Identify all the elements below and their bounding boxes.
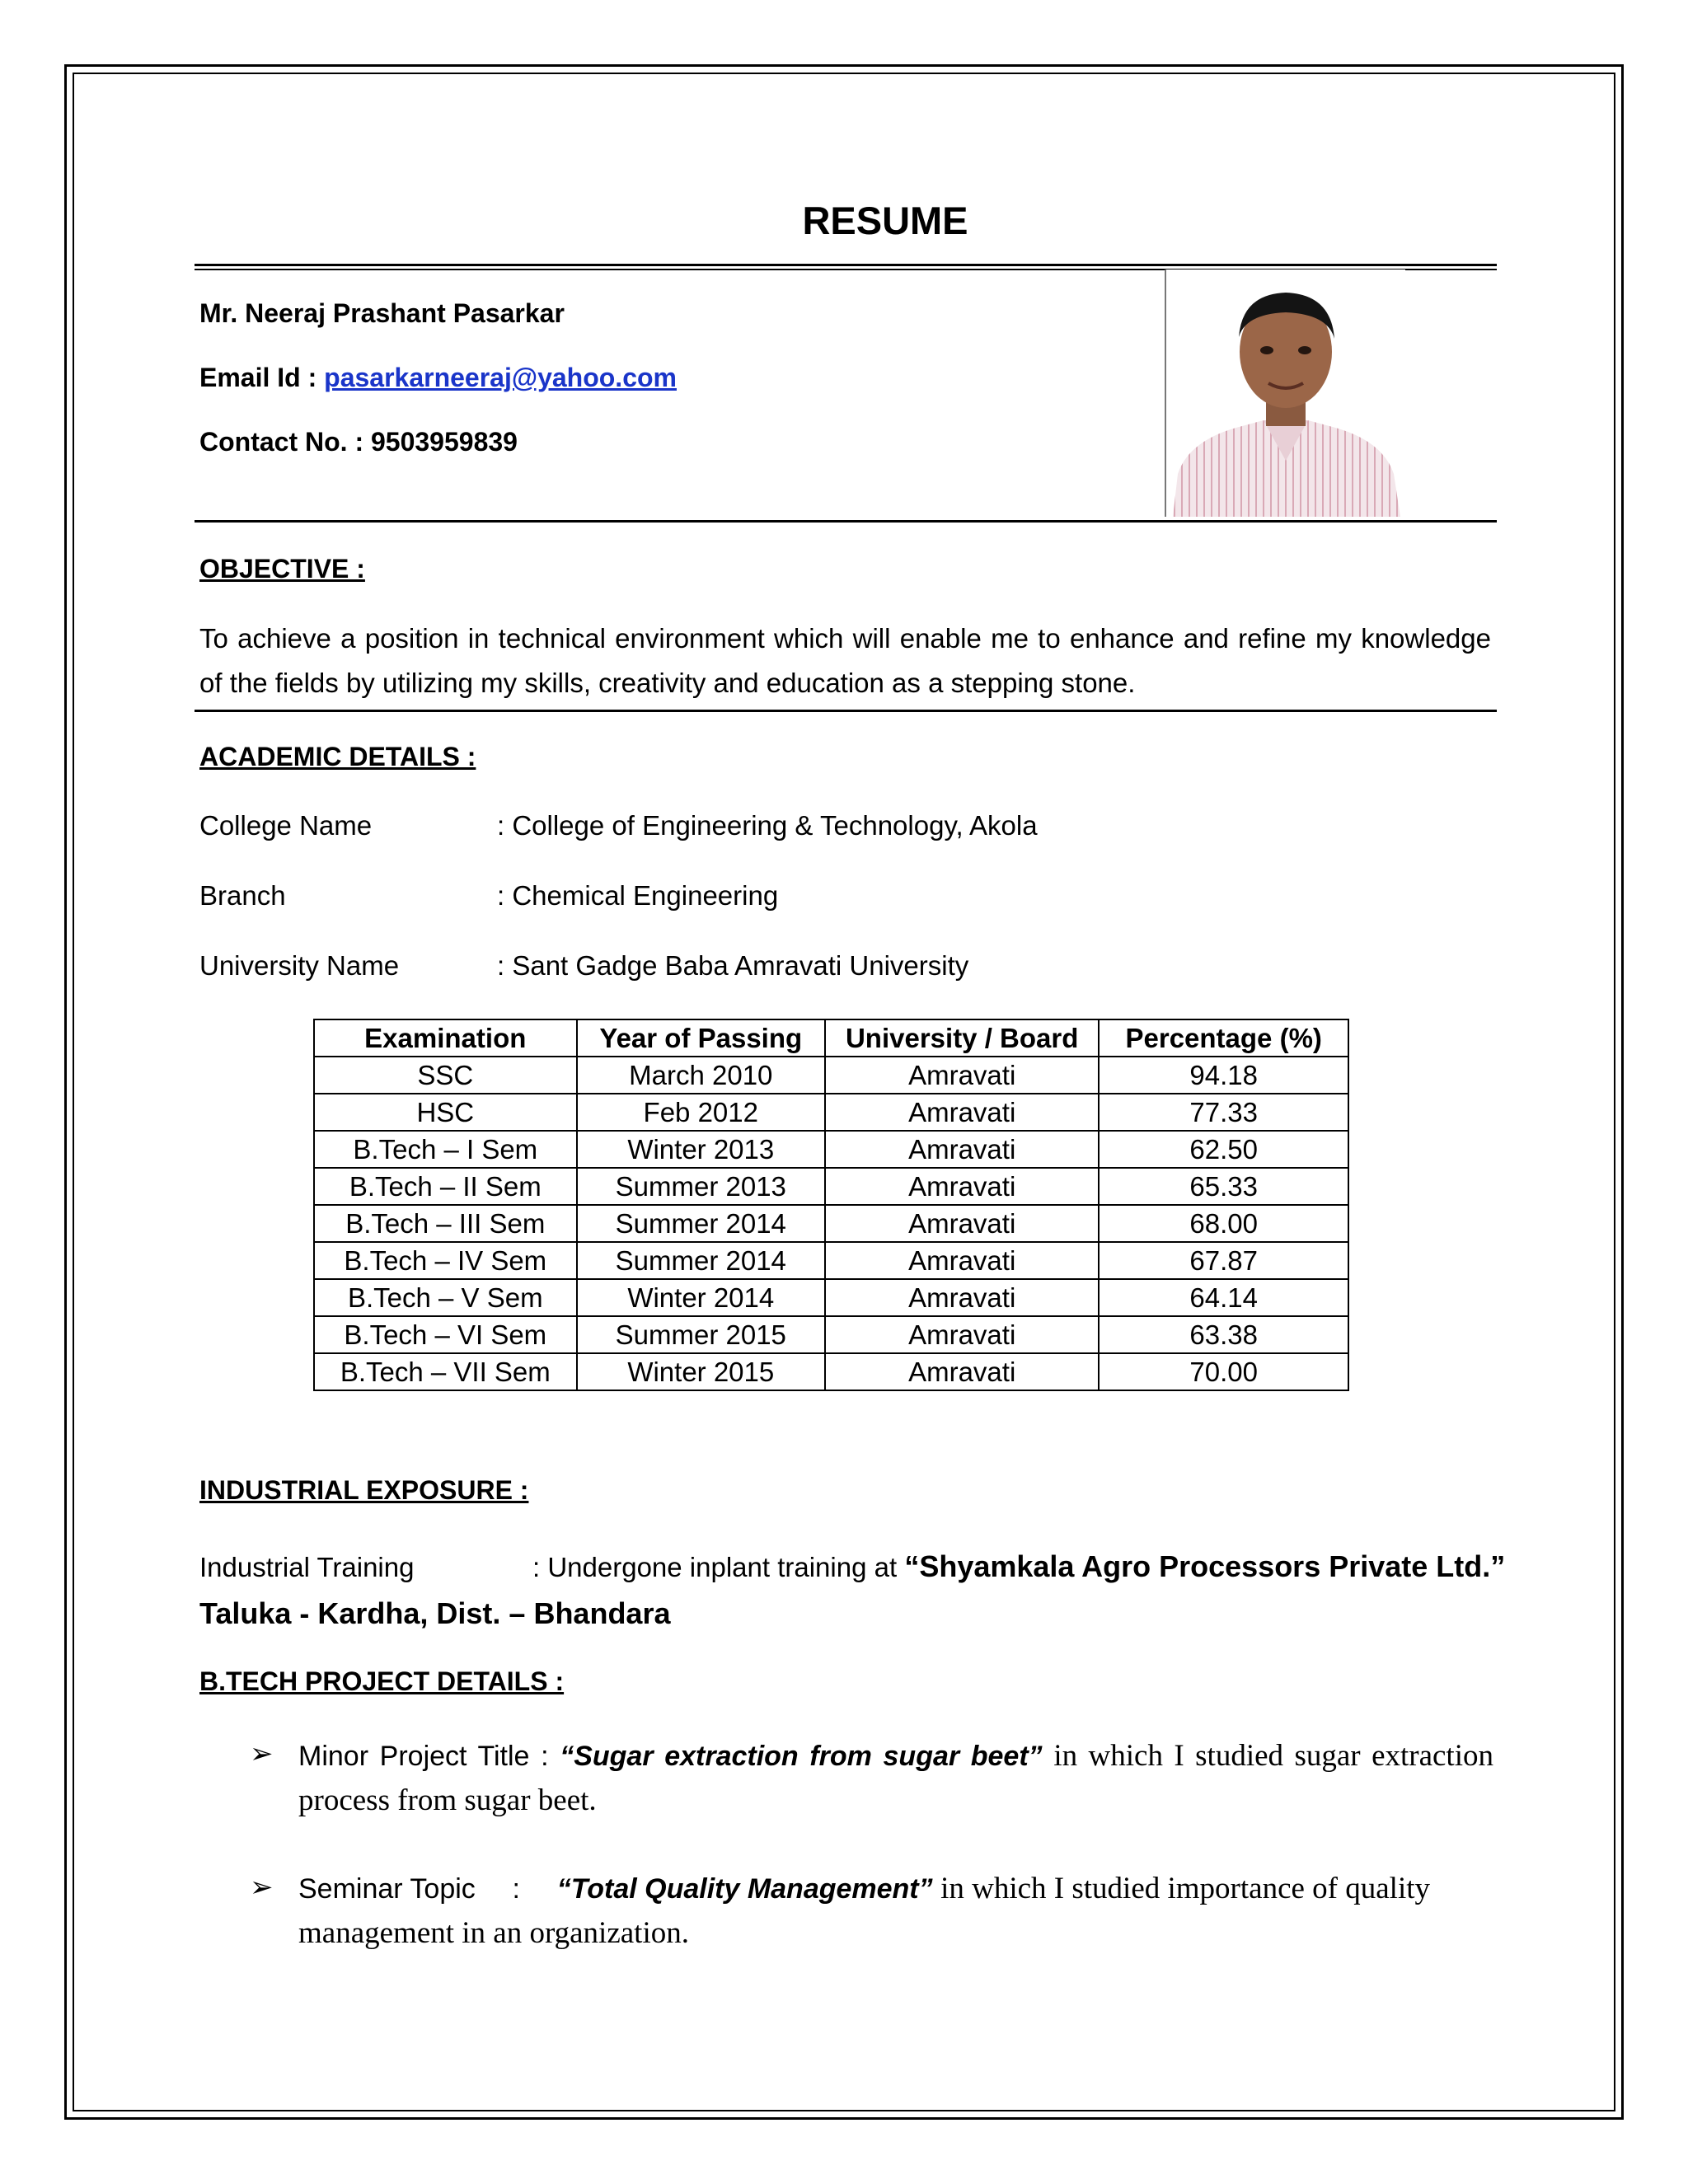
industrial-heading: INDUSTRIAL EXPOSURE : [199,1475,529,1505]
profile-photo-illustration [1166,269,1405,517]
branch-label: Branch [199,880,286,911]
title-rule-top [195,264,1497,266]
seminar-topic-label: Seminar Topic [298,1873,476,1905]
email-line [199,363,677,393]
table-cell: 70.00 [1099,1353,1348,1390]
branch-value: : Chemical Engineering [497,880,779,911]
table-cell: Amravati [825,1279,1099,1316]
table-cell: Amravati [825,1131,1099,1168]
seminar-topic-title: “Total Quality Management” [556,1873,933,1905]
industrial-company-name: “Shyamkala Agro Processors Private Ltd.” [904,1549,1506,1583]
contact-number: 9503959839 [370,427,518,457]
column-header-university: University / Board [825,1019,1099,1057]
projects-heading: B.TECH PROJECT DETAILS : [199,1666,565,1696]
minor-project-item [298,1734,1493,1823]
table-cell: Feb 2012 [577,1094,825,1131]
table-cell: 94.18 [1099,1057,1348,1094]
table-cell: Summer 2013 [577,1168,825,1205]
college-name-label: College Name [199,810,373,841]
bullet-arrow-icon: ➢ [250,1872,274,1903]
industrial-training-prefix: : Undergone inplant training at [532,1552,898,1582]
university-name-value: : Sant Gadge Baba Amravati University [497,950,969,981]
table-header-row [314,1019,1348,1057]
minor-project-description: in which I studied sugar extraction process from sugar beet. [298,1739,1493,1817]
table-cell: 65.33 [1099,1168,1348,1205]
table-cell: 67.87 [1099,1242,1348,1279]
header-divider [195,520,1497,523]
table-cell: SSC [314,1057,577,1094]
table-cell: Winter 2013 [577,1131,825,1168]
contact-label: Contact No. : [199,427,364,457]
table-cell: 64.14 [1099,1279,1348,1316]
table-row [314,1279,1348,1316]
university-name-label: University Name [199,950,400,981]
column-header-percentage: Percentage (%) [1099,1019,1348,1057]
table-cell: March 2010 [577,1057,825,1094]
table-cell: B.Tech – I Sem [314,1131,577,1168]
table-cell: Winter 2014 [577,1279,825,1316]
objective-heading: OBJECTIVE : [199,554,365,583]
contact-line [199,427,518,457]
table-cell: Amravati [825,1057,1099,1094]
table-cell: B.Tech – IV Sem [314,1242,577,1279]
table-cell: B.Tech – VI Sem [314,1316,577,1353]
candidate-name: Mr. Neeraj Prashant Pasarkar [199,298,565,328]
table-row [314,1353,1348,1390]
table-cell: Winter 2015 [577,1353,825,1390]
table-row [314,1094,1348,1131]
minor-project-title: “Sugar extraction from sugar beet” [560,1741,1043,1772]
objective-divider [195,710,1497,712]
college-name-value: : College of Engineering & Technology, Akola [497,810,1038,841]
table-cell: 63.38 [1099,1316,1348,1353]
table-cell: 77.33 [1099,1094,1348,1131]
industrial-training-text [532,1549,1505,1584]
minor-project-label: Minor Project Title : [298,1741,549,1772]
table-cell: Summer 2015 [577,1316,825,1353]
academic-results-table [313,1019,1349,1391]
table-cell: Amravati [825,1353,1099,1390]
table-cell: B.Tech – VII Sem [314,1353,577,1390]
bullet-arrow-icon: ➢ [250,1738,274,1769]
objective-text: To achieve a position in technical environment which will enable me to enhance and refine my knowledge of the fields by utilizing my skills, creativity and education as a stepping stone. [199,623,1491,698]
table-row [314,1131,1348,1168]
academic-heading: ACADEMIC DETAILS : [199,742,476,771]
table-cell: Summer 2014 [577,1242,825,1279]
table-cell: B.Tech – II Sem [314,1168,577,1205]
email-label: Email Id : [199,363,317,392]
table-row [314,1168,1348,1205]
table-cell: Amravati [825,1316,1099,1353]
seminar-topic-separator: : [512,1873,520,1905]
seminar-topic-description: in which I studied importance of quality management in an organization. [298,1872,1431,1950]
table-row [314,1316,1348,1353]
table-cell: Amravati [825,1242,1099,1279]
industrial-location: Taluka - Kardha, Dist. – Bhandara [199,1596,671,1630]
table-row [314,1242,1348,1279]
table-cell: 62.50 [1099,1131,1348,1168]
column-header-year: Year of Passing [577,1019,825,1057]
table-cell: Amravati [825,1168,1099,1205]
table-cell: Amravati [825,1094,1099,1131]
document-title: RESUME [802,199,968,242]
email-link[interactable]: pasarkarneeraj@yahoo.com [324,363,677,392]
column-header-examination: Examination [314,1019,577,1057]
table-cell: B.Tech – III Sem [314,1205,577,1242]
table-row [314,1205,1348,1242]
seminar-topic-item [298,1867,1493,1956]
table-cell: B.Tech – V Sem [314,1279,577,1316]
table-cell: Amravati [825,1205,1099,1242]
profile-photo [1165,269,1405,517]
table-cell: HSC [314,1094,577,1131]
industrial-training-label: Industrial Training [199,1552,415,1582]
table-row [314,1057,1348,1094]
table-cell: Summer 2014 [577,1205,825,1242]
table-cell: 68.00 [1099,1205,1348,1242]
